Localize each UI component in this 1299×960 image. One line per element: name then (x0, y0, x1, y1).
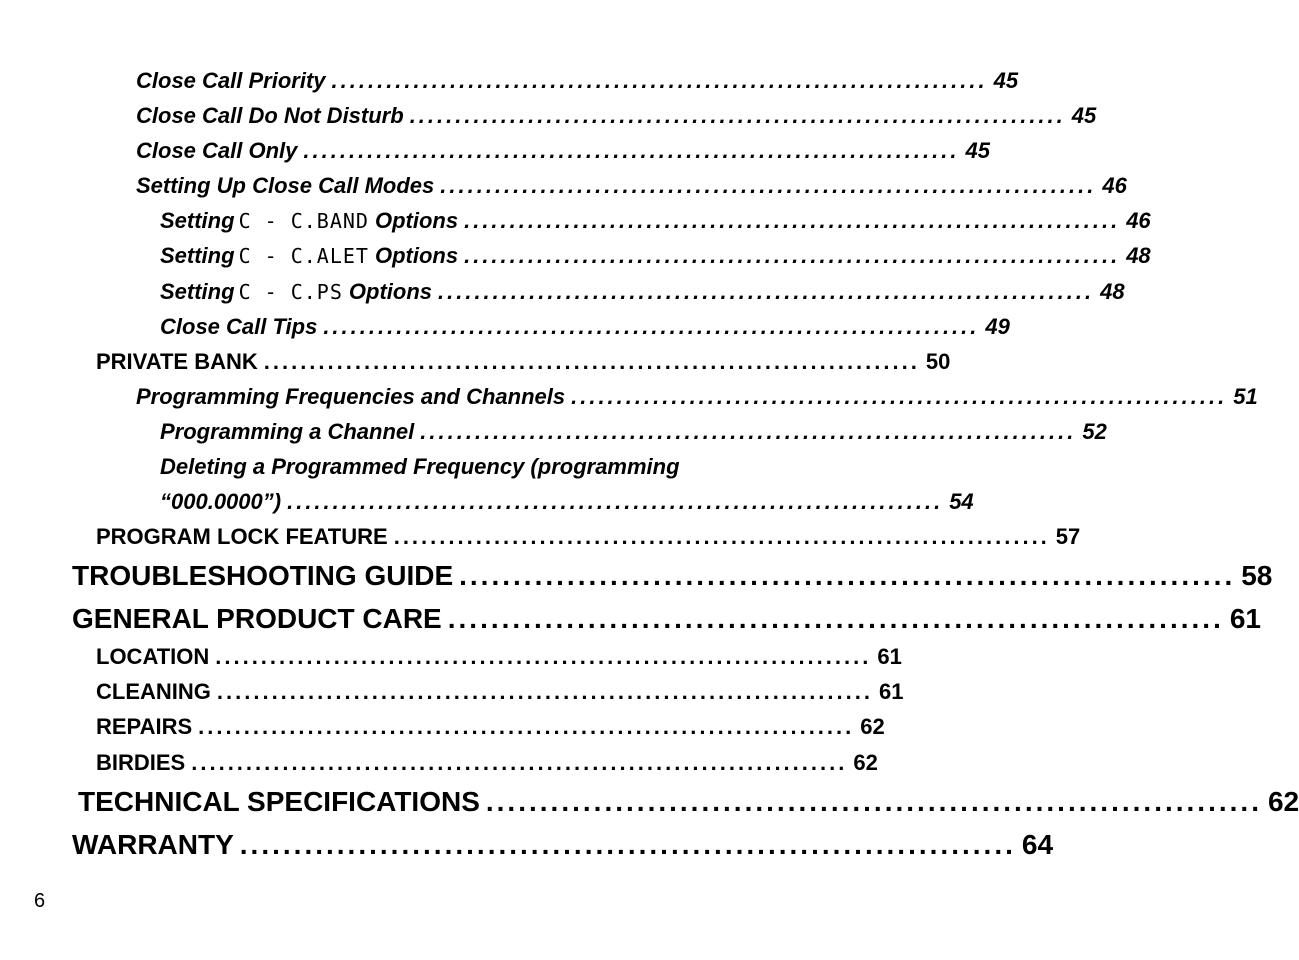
dot-leader: ........................................................................ (287, 489, 944, 514)
dot-leader: ........................................................................ (485, 786, 1262, 817)
toc-entry-page: 61 (877, 644, 902, 669)
dot-leader: ........................................................................ (303, 138, 960, 163)
dot-leader: ........................................................................ (263, 349, 920, 374)
toc-entry-page: 48 (1126, 243, 1151, 268)
dot-leader: ........................................................................ (393, 524, 1050, 549)
toc-entry-prefix: Setting (160, 208, 235, 233)
toc-entry-suffix: Options (374, 208, 459, 233)
dot-leader: ........................................................................ (464, 208, 1121, 233)
toc-entry-deleting-line1[interactable]: Deleting a Programmed Frequency (programming (160, 454, 680, 479)
dot-leader: ........................................................................ (440, 173, 1097, 198)
toc-entry-location[interactable] (96, 644, 902, 670)
toc-entry-page: 50 (925, 349, 951, 374)
lcd-display-text: C - C.BAND (238, 209, 369, 233)
dot-leader: ........................................................................ (239, 829, 1016, 860)
toc-entry-page: 62 (1267, 786, 1299, 817)
toc-entry-title: Close Call Priority (136, 68, 326, 93)
dot-leader: ........................................................................ (215, 644, 872, 669)
toc-entry-title: Programming Frequencies and Channels (136, 384, 566, 409)
dot-leader: ........................................................................ (571, 384, 1228, 409)
toc-entry-page: 51 (1233, 384, 1258, 409)
toc-entry-repairs[interactable] (96, 714, 885, 740)
dot-leader: ........................................................................ (459, 560, 1236, 591)
toc-entry-title: Programming a Channel (160, 419, 415, 444)
toc-entry-page: 46 (1102, 173, 1127, 198)
toc-entry-programming-frequencies-and-channels[interactable] (136, 384, 1258, 410)
toc-entry-title: WARRANTY (72, 829, 234, 860)
toc-entry-programming-a-channel[interactable] (160, 419, 1107, 445)
toc-entry-title: TECHNICAL SPECIFICATIONS (78, 786, 480, 817)
dot-leader: ........................................................................ (438, 279, 1095, 304)
toc-entry-title: TROUBLESHOOTING GUIDE (72, 560, 454, 591)
toc-entry-warranty[interactable] (72, 829, 1054, 861)
toc-entry-troubleshooting-guide[interactable] (72, 560, 1273, 592)
toc-entry-page: 45 (965, 138, 990, 163)
toc-entry-title: PROGRAM LOCK FEATURE (96, 524, 388, 549)
toc-entry-prefix: Setting (160, 279, 235, 304)
toc-entry-private-bank[interactable] (96, 349, 951, 375)
lcd-display-text: C - C.PS (238, 280, 343, 304)
toc-entry-general-product-care[interactable] (72, 603, 1261, 635)
toc-entry-title (160, 208, 458, 234)
toc-entry-title: CLEANING (96, 679, 211, 704)
toc-entry-page: 62 (860, 714, 885, 739)
dot-leader: ........................................................................ (447, 603, 1224, 634)
toc-entry-title: Close Call Do Not Disturb (136, 103, 404, 128)
toc-entry-page: 57 (1055, 524, 1081, 549)
toc-entry-title: Setting Up Close Call Modes (136, 173, 435, 198)
dot-leader: ........................................................................ (331, 68, 988, 93)
toc-entry-technical-specifications[interactable] (78, 786, 1299, 818)
toc-entry-page: 61 (878, 679, 904, 704)
dot-leader: ........................................................................ (464, 243, 1121, 268)
toc-entry-title: Close Call Tips (160, 314, 318, 339)
toc-entry-page: 58 (1241, 560, 1273, 591)
toc-entry-page: 46 (1126, 208, 1151, 233)
toc-entry-page: 45 (993, 68, 1019, 93)
toc-entry-setting-calet-options[interactable] (160, 243, 1151, 269)
toc-entry-close-call-priority[interactable] (136, 68, 1019, 94)
toc-entry-page: 62 (853, 750, 878, 775)
dot-leader: ........................................................................ (198, 714, 855, 739)
toc-entry-title: LOCATION (96, 644, 210, 669)
toc-entry-close-call-do-not-disturb[interactable] (136, 103, 1097, 129)
dot-leader: ........................................................................ (216, 679, 873, 704)
toc-entry-prefix: Setting (160, 243, 235, 268)
lcd-display-text: C - C.ALET (238, 244, 369, 268)
toc-entry-deleting-programmed-frequency[interactable] (160, 489, 974, 515)
toc-entry-title: “000.0000”) (160, 489, 282, 514)
toc-entry-title (160, 279, 432, 305)
toc-entry-setting-cps-options[interactable] (160, 279, 1125, 305)
toc-entry-suffix: Options (348, 279, 432, 304)
toc-entry-title: REPAIRS (96, 714, 193, 739)
toc-entry-page: 54 (949, 489, 974, 514)
toc-entry-page: 49 (985, 314, 1010, 339)
toc-entry-close-call-only[interactable] (136, 138, 990, 164)
toc-entry-birdies[interactable] (96, 750, 878, 776)
dot-leader: ........................................................................ (409, 103, 1066, 128)
toc-entry-setting-up-close-call-modes[interactable] (136, 173, 1127, 199)
toc-entry-page: 64 (1021, 829, 1054, 860)
toc-entry-cleaning[interactable] (96, 679, 904, 705)
toc-entry-title: Close Call Only (136, 138, 298, 163)
toc-entry-setting-cband-options[interactable] (160, 208, 1151, 234)
dot-leader: ........................................................................ (420, 419, 1077, 444)
toc-entry-page: 61 (1229, 603, 1261, 634)
toc-entry-page: 45 (1071, 103, 1097, 128)
toc-entry-title: BIRDIES (96, 750, 186, 775)
toc-entry-page: 52 (1082, 419, 1107, 444)
toc-entry-program-lock-feature[interactable] (96, 524, 1081, 550)
toc-entry-page: 48 (1100, 279, 1125, 304)
toc-entry-title: GENERAL PRODUCT CARE (72, 603, 442, 634)
toc-entry-title: PRIVATE BANK (96, 349, 258, 374)
toc-entry-suffix: Options (374, 243, 459, 268)
page-number: 6 (34, 890, 46, 912)
dot-leader: ........................................................................ (191, 750, 848, 775)
toc-entry-close-call-tips[interactable] (160, 314, 1010, 340)
dot-leader: ........................................................................ (323, 314, 980, 339)
toc-entry-title (160, 243, 458, 269)
